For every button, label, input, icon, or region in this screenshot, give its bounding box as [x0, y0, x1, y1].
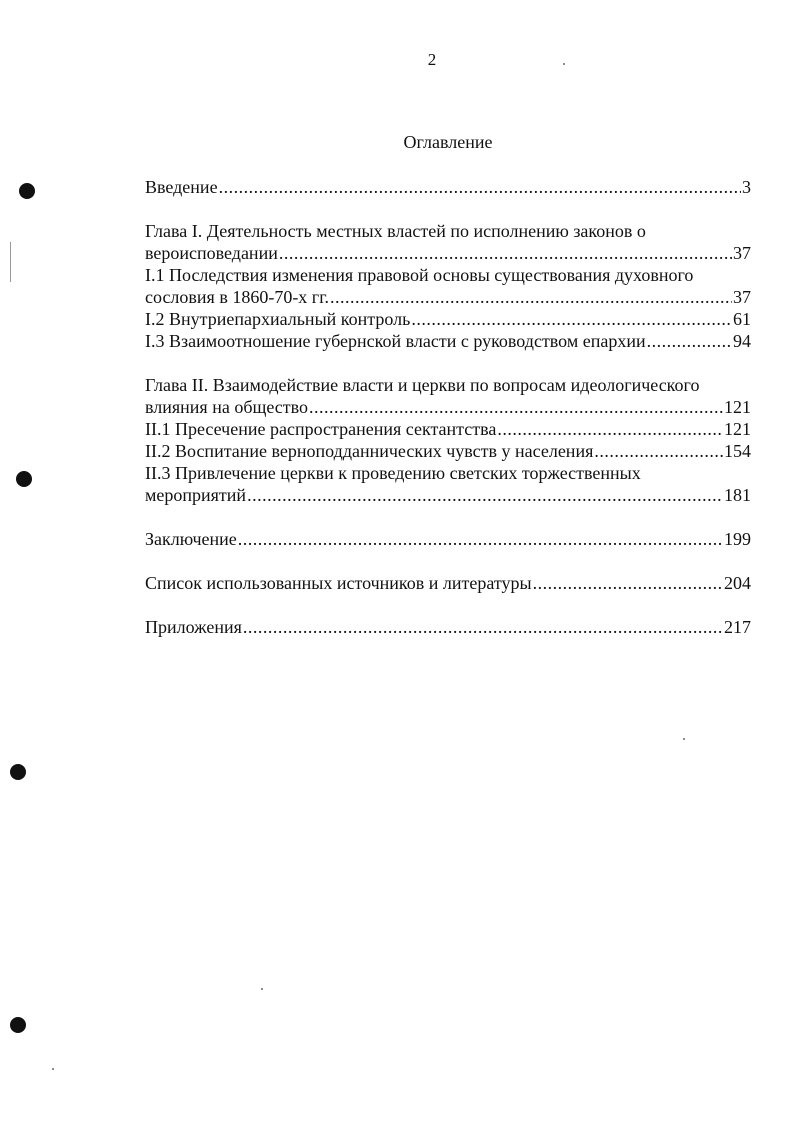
dot-leader	[647, 330, 732, 352]
toc-entry-section-2-2[interactable]	[145, 440, 751, 462]
scan-speck	[261, 988, 263, 990]
dot-leader	[219, 176, 741, 198]
toc-entry-section-2-3[interactable]	[145, 484, 751, 506]
scan-mark	[10, 242, 11, 282]
dot-leader	[411, 308, 732, 330]
toc-entry-page: 154	[724, 441, 751, 461]
toc-entry-section-2-1[interactable]	[145, 418, 751, 440]
toc-entry-page: 199	[724, 529, 751, 549]
toc-entry-chapter-1[interactable]	[145, 242, 751, 264]
toc-entry-page: 94	[733, 331, 751, 351]
toc-title: Оглавление	[403, 132, 493, 152]
dot-leader	[238, 528, 723, 550]
scan-speck	[683, 738, 685, 740]
dot-leader	[247, 484, 723, 506]
toc-entry-page: 37	[733, 243, 751, 263]
toc-entry-label: II.1 Пресечение распространения сектантства	[145, 419, 497, 439]
toc-entry-page: 37	[733, 287, 751, 307]
table-of-contents	[145, 176, 751, 638]
punch-hole	[19, 183, 35, 199]
toc-entry-page: 217	[724, 617, 751, 637]
chapter-2-title-line: Глава II. Взаимодействие власти и церкви по вопросам идеологического	[145, 375, 700, 395]
page-number: 2	[427, 50, 437, 69]
toc-entry-page: 3	[742, 177, 751, 197]
punch-hole	[10, 1017, 26, 1033]
toc-entry-label: вероисповедании	[145, 243, 278, 263]
toc-entry-section-1-2[interactable]	[145, 308, 751, 330]
toc-entry-page: 61	[733, 309, 751, 329]
toc-entry-page: 181	[724, 485, 751, 505]
toc-entry-label: I.3 Взаимоотношение губернской власти с руководством епархии	[145, 331, 646, 351]
toc-entry-appendix[interactable]	[145, 616, 751, 638]
toc-entry-intro[interactable]	[145, 176, 751, 198]
punch-hole	[16, 471, 32, 487]
dot-leader	[533, 572, 723, 594]
punch-hole	[10, 764, 26, 780]
dot-leader	[309, 396, 723, 418]
toc-entry-chapter-2[interactable]	[145, 396, 751, 418]
dot-leader	[243, 616, 723, 638]
chapter-1-title-line: Глава I. Деятельность местных властей по исполнению законов о	[145, 221, 646, 241]
section-1-1-title-line: I.1 Последствия изменения правовой основы существования духовного	[145, 265, 694, 285]
toc-entry-label: I.2 Внутриепархиальный контроль	[145, 309, 411, 329]
toc-entry-section-1-1[interactable]	[145, 286, 751, 308]
toc-entry-page: 121	[724, 397, 751, 417]
toc-entry-label: мероприятий	[145, 485, 247, 505]
section-2-3-title-line: II.3 Привлечение церкви к проведению светских торжественных	[145, 463, 641, 483]
toc-entry-label: II.2 Воспитание верноподданнических чувств у населения	[145, 441, 594, 461]
toc-entry-section-1-3[interactable]	[145, 330, 751, 352]
toc-entry-label: Заключение	[145, 529, 237, 549]
toc-entry-label: сословия в 1860-70-х гг.	[145, 287, 330, 307]
scan-speck	[52, 1068, 54, 1070]
toc-entry-label: Приложения	[145, 617, 242, 637]
dot-leader	[279, 242, 732, 264]
toc-entry-conclusion[interactable]	[145, 528, 751, 550]
toc-entry-page: 204	[724, 573, 751, 593]
toc-entry-label: Введение	[145, 177, 218, 197]
toc-entry-page: 121	[724, 419, 751, 439]
toc-entry-label: влияния на общество	[145, 397, 309, 417]
toc-entry-label: Список использованных источников и литературы	[145, 573, 532, 593]
dot-leader	[594, 440, 723, 462]
dot-leader	[497, 418, 723, 440]
dot-leader	[330, 286, 732, 308]
toc-entry-sources[interactable]	[145, 572, 751, 594]
